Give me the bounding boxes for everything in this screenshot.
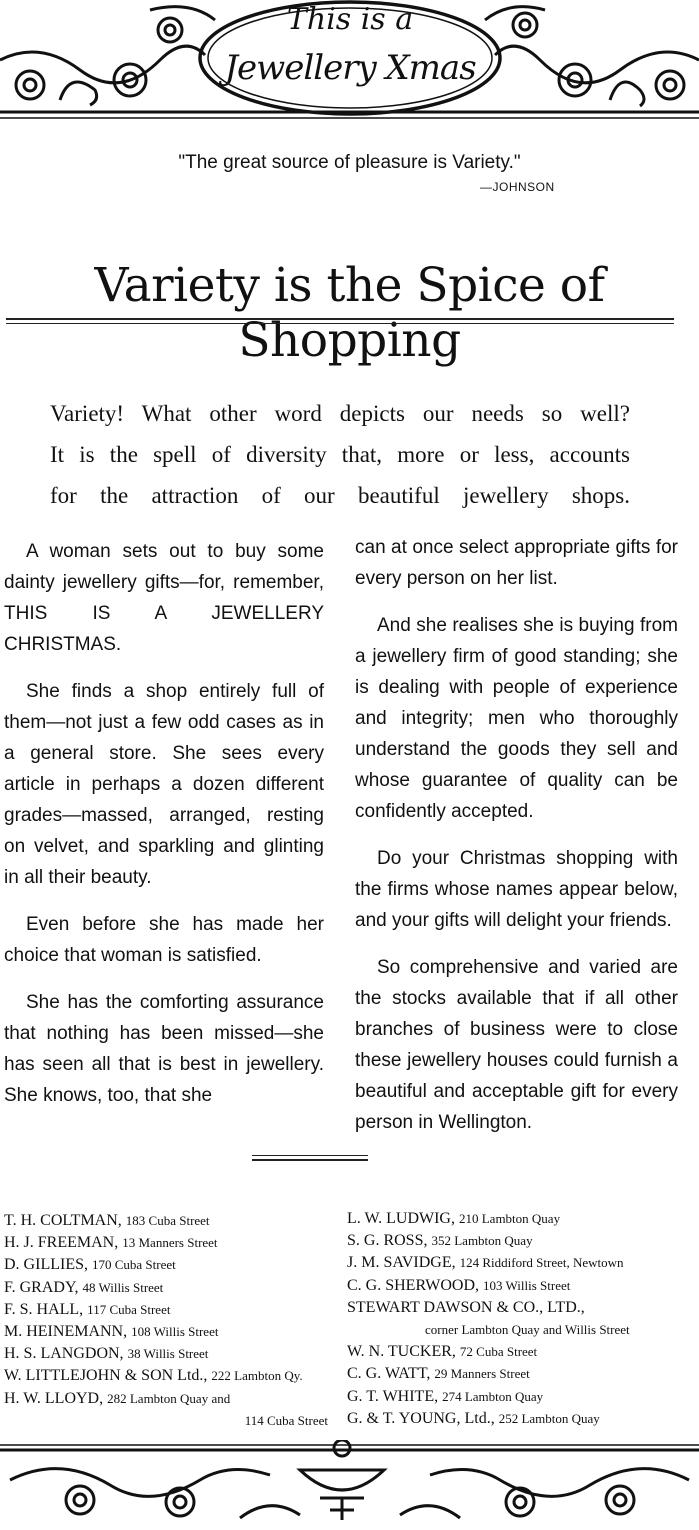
headline: Variety is the Spice of Shopping <box>94 258 605 368</box>
directory-entry: L. W. LUDWIG, 210 Lambton Quay <box>347 1210 561 1227</box>
directory-entry: W. LITTLEJOHN & SON Ltd., 222 Lambton Qy. <box>4 1367 303 1385</box>
directory-entry: D. GILLIES, 170 Cuba Street <box>4 1256 176 1274</box>
body-paragraph: A woman sets out to buy some dainty jewellery gifts—for, remember, THIS IS A JEWELLERY CHRISTMAS. <box>4 541 324 655</box>
header-ornament <box>0 0 699 125</box>
jeweller-directory-right <box>347 1208 699 1430</box>
directory-entry: H. S. LANGDON, 38 Willis Street <box>4 1345 209 1363</box>
directory-entry: G. T. WHITE, 274 Lambton Quay <box>347 1387 544 1405</box>
body-paragraph-continued: can at once select appropriate gifts for every person on her list. <box>355 537 678 589</box>
epigraph-author: —JOHNSON <box>480 180 555 194</box>
directory-entry-continuation: corner Lambton Quay and Willis Street <box>425 1322 630 1338</box>
directory-entry: S. G. ROSS, 352 Lambton Quay <box>347 1232 533 1250</box>
headline-rule-thin <box>6 323 674 324</box>
jeweller-directory-left <box>4 1210 334 1432</box>
directory-entry: STEWART DAWSON & CO., LTD., <box>347 1298 585 1316</box>
directory-entry: F. S. HALL, 117 Cuba Street <box>4 1300 171 1318</box>
directory-entry: G. & T. YOUNG, Ltd., 252 Lambton Quay <box>347 1409 600 1427</box>
body-paragraph: So comprehensive and varied are the stocks available that if all other branches of business were to close these jewellery houses could furnish a beautiful and acceptable gift for every person in Wellington. <box>355 957 678 1133</box>
directory-entry: W. N. TUCKER, 72 Cuba Street <box>347 1343 538 1361</box>
directory-entry: C. G. WATT, 29 Manners Street <box>347 1365 530 1383</box>
directory-entry: J. M. SAVIDGE, 124 Riddiford Street, Newtown <box>347 1254 624 1272</box>
body-paragraph: Even before she has made her choice that woman is satisfied. <box>4 914 324 966</box>
header-title-line-1: This is a <box>286 2 414 37</box>
section-separator <box>252 1155 368 1156</box>
section-separator-thick <box>252 1159 368 1161</box>
directory-entry: T. H. COLTMAN, 183 Cuba Street <box>4 1212 210 1229</box>
epigraph-quote: "The great source of pleasure is Variety." <box>178 152 521 173</box>
body-paragraph: She finds a shop entirely full of them—not just a few odd cases as in a general store. She sees every article in perhaps a dozen different grades—massed, arranged, resting on velvet, and sparkling and glinting in all their beauty. <box>4 681 324 888</box>
scroll-border-bottom-icon <box>0 1440 699 1525</box>
headline-rule <box>6 318 674 320</box>
directory-entry: C. G. SHERWOOD, 103 Willis Street <box>347 1276 571 1294</box>
directory-entry-continuation: 114 Cuba Street <box>244 1412 328 1428</box>
intro-line: Variety! What other word depicts our needs so well? <box>50 401 630 426</box>
footer-ornament <box>0 1440 699 1525</box>
directory-entry: H. W. LLOYD, 282 Lambton Quay and <box>4 1389 231 1407</box>
intro-line: It is the spell of diversity that, more or less, accounts <box>50 442 630 467</box>
body-paragraph: She has the comforting assurance that nothing has been missed—she has seen all that is best in jewellery. She knows, too, that she <box>4 992 324 1106</box>
intro-line: for the attraction of our beautiful jewellery shops. <box>50 483 630 508</box>
directory-entry: F. GRADY, 48 Willis Street <box>4 1278 164 1296</box>
header-title-line-2: Jewellery Xmas <box>224 48 476 88</box>
intro-paragraph <box>50 393 630 516</box>
body-paragraph: Do your Christmas shopping with the firms whose names appear below, and your gifts will delight your friends. <box>355 848 678 931</box>
directory-entry: M. HEINEMANN, 108 Willis Street <box>4 1323 219 1341</box>
directory-entry: H. J. FREEMAN, 13 Manners Street <box>4 1234 218 1252</box>
right-column <box>355 532 678 1154</box>
left-column <box>4 536 324 1127</box>
body-paragraph: And she realises she is buying from a jewellery firm of good standing; she is dealing with people of experience and integrity; men who thoroughly understand the goods they sell and whose guarantee of quality can be confidently accepted. <box>355 615 678 822</box>
